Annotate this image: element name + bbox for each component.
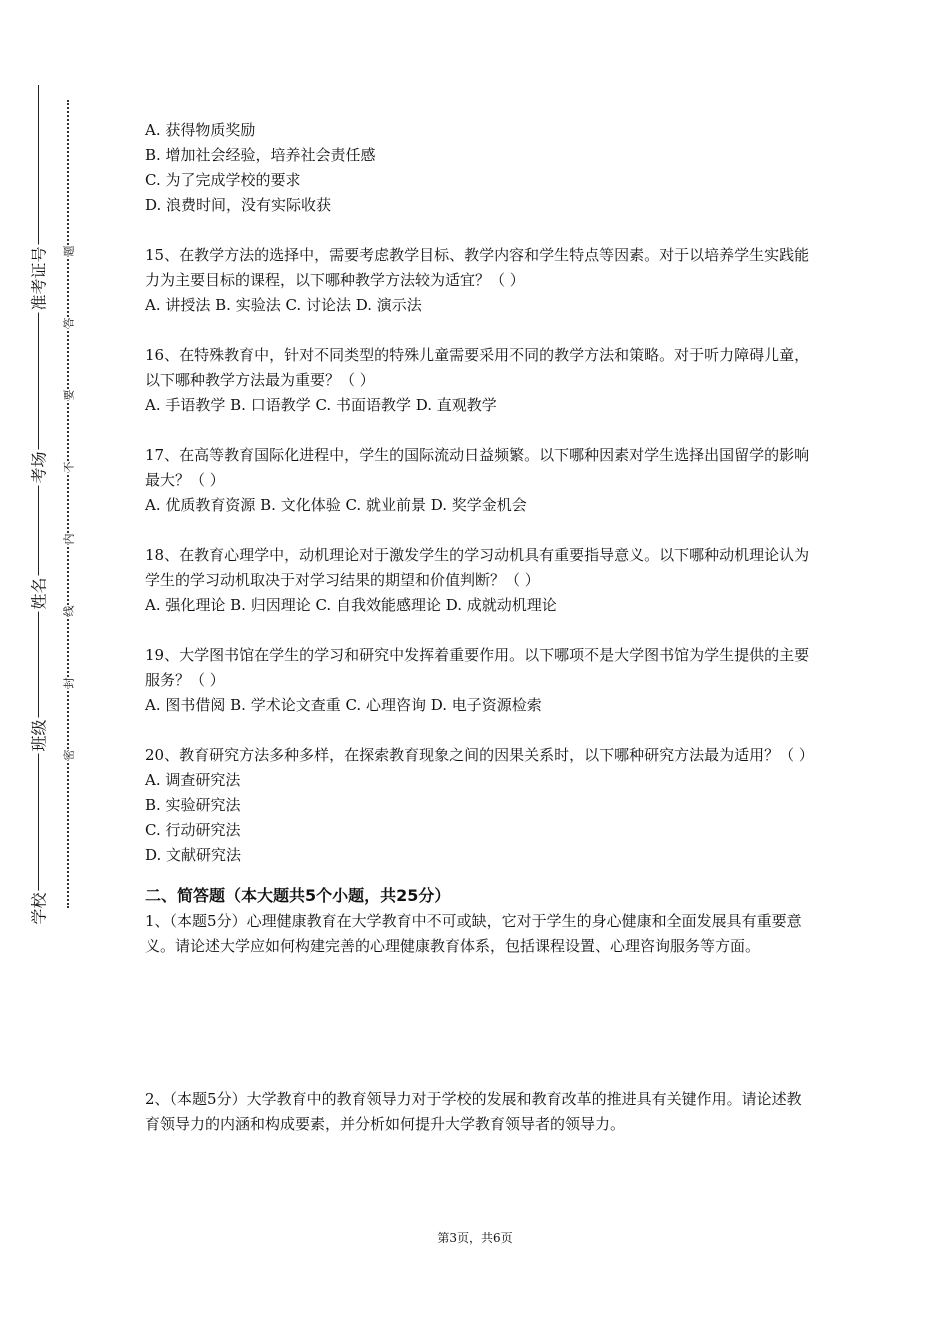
question-options: A. 强化理论 B. 归因理论 C. 自我效能感理论 D. 成就动机理论 (145, 596, 557, 614)
seal-char: 要 (58, 385, 78, 405)
field-school: 学校 (20, 878, 56, 938)
seal-char: 题 (58, 241, 78, 261)
question-options: A. 图书借阅 B. 学术论文查重 C. 心理咨询 D. 电子资源检索 (145, 696, 542, 714)
option: C. 行动研究法 (145, 821, 241, 839)
short-answer-2: 2、（本题5分）大学教育中的教育领导力对于学校的发展和教育改革的推进具有关键作用。请论述教育领导力的内涵和构成要素，并分析如何提升大学教育领导者的领导力。 (145, 1090, 802, 1133)
question-stem: 18、在教育心理学中，动机理论对于激发学生的学习动机具有重要指导意义。以下哪种动机理论认为学生的学习动机取决于对学习结果的期望和价值判断？（ ） (145, 546, 810, 589)
section-title: 二、简答题（本大题共5个小题，共25分） (145, 886, 451, 905)
question-stem: 19、大学图书馆在学生的学习和研究中发挥着重要作用。以下哪项不是大学图书馆为学生提供的主要服务？（ ） (145, 646, 810, 689)
question-15 (145, 243, 813, 318)
seal-char: 内 (58, 529, 78, 549)
option: B. 实验研究法 (145, 796, 241, 814)
option: D. 文献研究法 (145, 846, 242, 864)
question-stem: 16、在特殊教育中，针对不同类型的特殊儿童需要采用不同的教学方法和策略。对于听力障碍儿童，以下哪种教学方法最为重要？（ ） (145, 346, 810, 389)
seal-char: 不 (58, 457, 78, 477)
binding-dotted-line (67, 100, 69, 908)
question-18 (145, 543, 813, 618)
seal-char: 封 (58, 673, 78, 693)
field-name: 姓名 (20, 563, 56, 623)
question-stem: 17、在高等教育国际化进程中，学生的国际流动日益频繁。以下哪种因素对学生选择出国留学的影响最大？（ ） (145, 446, 810, 489)
binding-solid-line (38, 85, 39, 923)
option: D. 浪费时间，没有实际收获 (145, 196, 332, 214)
field-class: 班级 (20, 705, 56, 765)
option: C. 为了完成学校的要求 (145, 171, 301, 189)
question-20 (145, 743, 813, 868)
field-exam-room: 考场 (20, 437, 56, 497)
field-admission-number: 准考证号 (20, 248, 56, 308)
question-19 (145, 643, 813, 718)
page-number: 第3页，共6页 (437, 1231, 513, 1245)
question-16 (145, 343, 813, 418)
question-14-options (145, 118, 813, 218)
short-answer-1: 1、（本题5分）心理健康教育在大学教育中不可或缺，它对于学生的身心健康和全面发展具有重要意义。请论述大学应如何构建完善的心理健康教育体系，包括课程设置、心理咨询服务等方面。 (145, 912, 802, 955)
option: A. 获得物质奖励 (145, 121, 256, 139)
seal-char: 答 (58, 313, 78, 333)
question-options: A. 手语教学 B. 口语教学 C. 书面语教学 D. 直观教学 (145, 396, 497, 414)
question-options: A. 优质教育资源 B. 文化体验 C. 就业前景 D. 奖学金机会 (145, 496, 527, 514)
seal-char: 线 (58, 601, 78, 621)
option: A. 调查研究法 (145, 771, 241, 789)
question-17 (145, 443, 813, 518)
question-options: A. 讲授法 B. 实验法 C. 讨论法 D. 演示法 (145, 296, 422, 314)
option: B. 增加社会经验，培养社会责任感 (145, 146, 376, 164)
exam-content (145, 118, 813, 1137)
question-stem: 15、在教学方法的选择中，需要考虑教学目标、教学内容和学生特点等因素。对于以培养学生实践能力为主要目标的课程，以下哪种教学方法较为适宜？（ ） (145, 246, 810, 289)
question-stem: 20、教育研究方法多种多样，在探索教育现象之间的因果关系时，以下哪种研究方法最为适用？（ ） (145, 746, 814, 764)
seal-char: 密 (58, 745, 78, 765)
